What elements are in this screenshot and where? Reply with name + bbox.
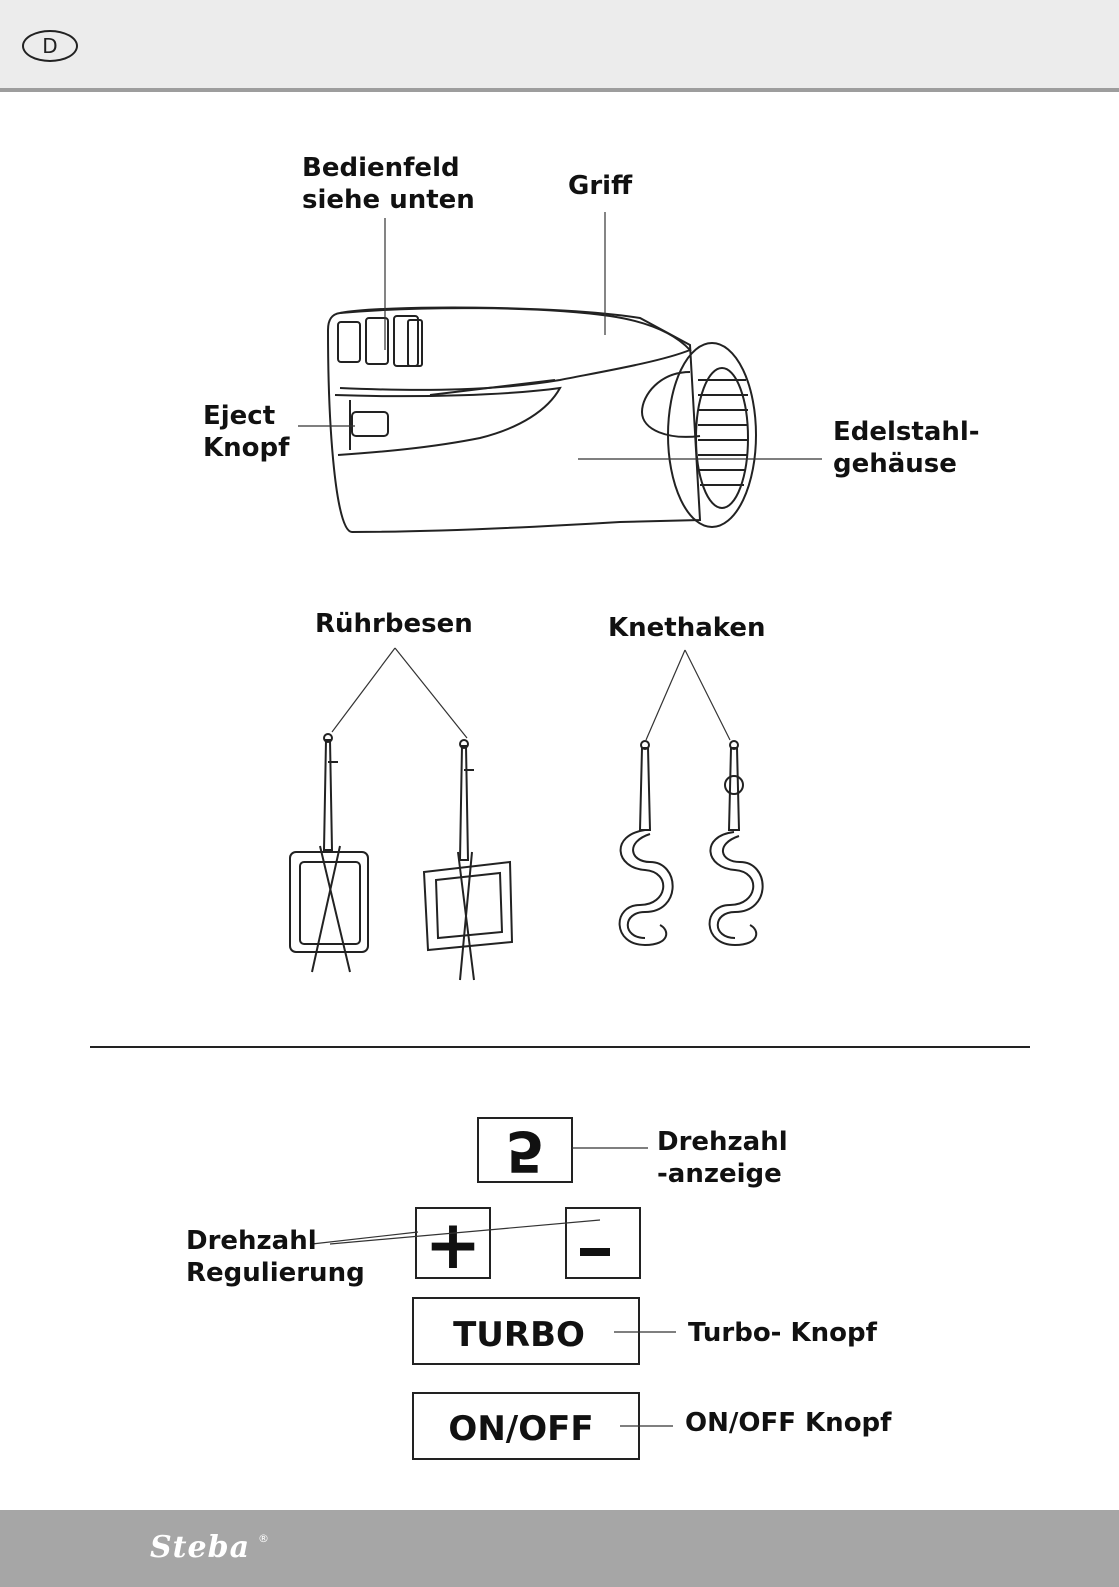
dough-hook-right <box>710 741 763 945</box>
onoff-button-text: ON/OFF <box>448 1409 594 1449</box>
label-eject-sub: Knopf <box>203 433 290 463</box>
plus-icon: + <box>424 1206 482 1285</box>
beater-left <box>290 734 368 972</box>
speed-plus-button[interactable] <box>416 1206 490 1285</box>
label-housing: Edelstahl- <box>833 417 980 447</box>
speed-display-value: 5 <box>505 1118 545 1183</box>
turbo-button-text: TURBO <box>453 1315 585 1355</box>
page-footer <box>0 1510 1119 1587</box>
mixer-leader-lines <box>298 212 822 459</box>
label-control-panel-sub: siehe unten <box>302 185 475 215</box>
label-speed-regulation: Drehzahl <box>186 1226 317 1256</box>
brand-registered-mark: ® <box>258 1532 269 1545</box>
language-badge: D <box>22 30 78 62</box>
minus-icon <box>580 1248 610 1256</box>
brand-logo: Steba <box>150 1530 251 1565</box>
label-control-panel: Bedienfeld <box>302 153 460 183</box>
label-dough-hooks: Knethaken <box>608 613 766 643</box>
turbo-button[interactable] <box>413 1298 639 1364</box>
label-turbo-button: Turbo- Knopf <box>688 1318 877 1348</box>
label-speed-display-sub: -anzeige <box>657 1159 782 1189</box>
label-speed-regulation-sub: Regulierung <box>186 1258 365 1288</box>
dough-hook-left <box>620 741 673 945</box>
hand-mixer-illustration <box>328 308 756 532</box>
beater-right <box>424 740 512 980</box>
speed-display <box>478 1118 572 1183</box>
label-beaters: Rührbesen <box>315 609 473 639</box>
label-eject: Eject <box>203 401 276 431</box>
label-speed-display: Drehzahl <box>657 1127 788 1157</box>
label-housing-sub: gehäuse <box>833 449 957 479</box>
speed-minus-button[interactable] <box>566 1208 640 1278</box>
onoff-button[interactable] <box>413 1393 639 1459</box>
attachment-leader-lines <box>332 648 730 740</box>
label-grip: Griff <box>568 171 633 201</box>
label-onoff-button: ON/OFF Knopf <box>685 1408 892 1438</box>
